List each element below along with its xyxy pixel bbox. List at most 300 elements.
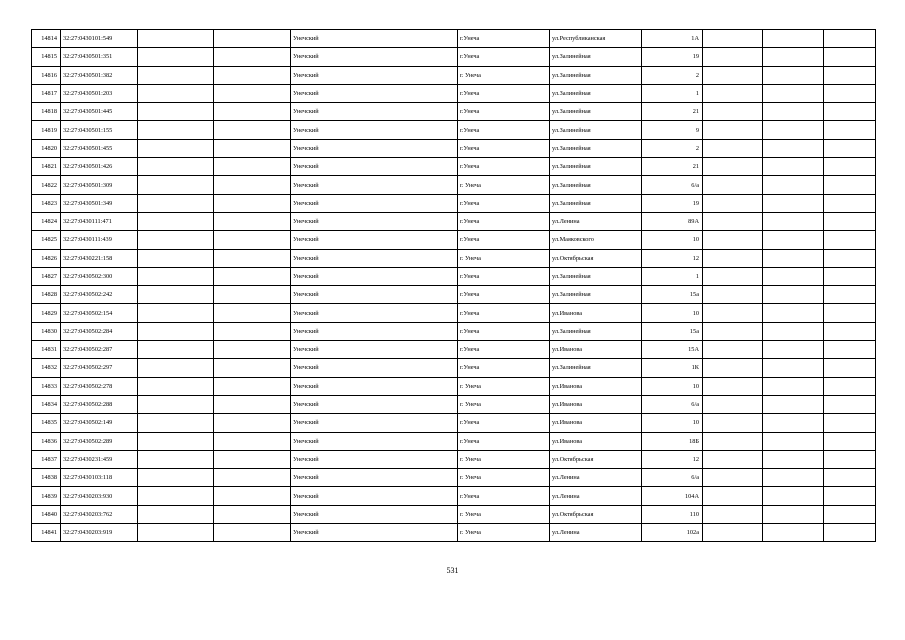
district-cell: Унечский — [291, 505, 458, 523]
street-cell: ул.Ленина — [550, 487, 642, 505]
empty-cell — [214, 158, 291, 176]
house-number-cell: 6/а — [642, 176, 703, 194]
district-cell: Унечский — [291, 231, 458, 249]
empty-cell — [138, 84, 214, 102]
table-body — [32, 30, 876, 542]
empty-cell — [138, 414, 214, 432]
empty-cell — [214, 30, 291, 48]
empty-cell — [138, 30, 214, 48]
empty-cell — [763, 267, 824, 285]
city-cell: г.Унеча — [458, 48, 550, 66]
table-row — [32, 505, 876, 523]
empty-cell — [703, 176, 763, 194]
table-row — [32, 450, 876, 468]
empty-cell — [138, 231, 214, 249]
empty-cell — [763, 432, 824, 450]
empty-cell — [824, 48, 876, 66]
street-cell: ул.Залинейная — [550, 194, 642, 212]
empty-cell — [763, 30, 824, 48]
empty-cell — [763, 286, 824, 304]
row-number-cell: 14837 — [32, 450, 61, 468]
street-cell: ул.Залинейная — [550, 267, 642, 285]
table-row — [32, 30, 876, 48]
empty-cell — [763, 414, 824, 432]
table-row — [32, 267, 876, 285]
empty-cell — [138, 158, 214, 176]
table-row — [32, 84, 876, 102]
empty-cell — [214, 84, 291, 102]
empty-cell — [703, 48, 763, 66]
house-number-cell: 15а — [642, 286, 703, 304]
empty-cell — [214, 304, 291, 322]
city-cell: г.Унеча — [458, 286, 550, 304]
city-cell: г. Унеча — [458, 249, 550, 267]
table-row — [32, 66, 876, 84]
row-number-cell: 14836 — [32, 432, 61, 450]
empty-cell — [138, 176, 214, 194]
empty-cell — [214, 432, 291, 450]
house-number-cell: 10 — [642, 377, 703, 395]
empty-cell — [214, 286, 291, 304]
empty-cell — [824, 176, 876, 194]
cadastral-number-cell: 32:27:0430501:349 — [61, 194, 138, 212]
empty-cell — [214, 66, 291, 84]
city-cell: г.Унеча — [458, 194, 550, 212]
empty-cell — [763, 341, 824, 359]
empty-cell — [703, 231, 763, 249]
empty-cell — [214, 469, 291, 487]
empty-cell — [138, 267, 214, 285]
empty-cell — [763, 322, 824, 340]
street-cell: ул.Октябрьская — [550, 505, 642, 523]
empty-cell — [824, 286, 876, 304]
row-number-cell: 14833 — [32, 377, 61, 395]
table-row — [32, 432, 876, 450]
street-cell: ул.Залинейная — [550, 66, 642, 84]
street-cell: ул.Залинейная — [550, 158, 642, 176]
street-cell: ул.Иванова — [550, 304, 642, 322]
page-number: 531 — [446, 566, 459, 575]
city-cell: г. Унеча — [458, 176, 550, 194]
empty-cell — [763, 48, 824, 66]
empty-cell — [214, 121, 291, 139]
cadastral-number-cell: 32:27:0430501:455 — [61, 139, 138, 157]
house-number-cell: 15а — [642, 322, 703, 340]
empty-cell — [703, 450, 763, 468]
row-number-cell: 14834 — [32, 395, 61, 413]
table-row — [32, 395, 876, 413]
row-number-cell: 14823 — [32, 194, 61, 212]
empty-cell — [703, 505, 763, 523]
district-cell: Унечский — [291, 322, 458, 340]
row-number-cell: 14838 — [32, 469, 61, 487]
house-number-cell: 2 — [642, 66, 703, 84]
house-number-cell: 110 — [642, 505, 703, 523]
cadastral-number-cell: 32:27:0430203:930 — [61, 487, 138, 505]
district-cell: Унечский — [291, 121, 458, 139]
cadastral-number-cell: 32:27:0430501:155 — [61, 121, 138, 139]
row-number-cell: 14821 — [32, 158, 61, 176]
empty-cell — [824, 469, 876, 487]
empty-cell — [214, 212, 291, 230]
empty-cell — [138, 524, 214, 542]
empty-cell — [703, 121, 763, 139]
row-number-cell: 14815 — [32, 48, 61, 66]
city-cell: г.Унеча — [458, 30, 550, 48]
city-cell: г.Унеча — [458, 121, 550, 139]
street-cell: ул.Залинейная — [550, 84, 642, 102]
cadastral-number-cell: 32:27:0430502:300 — [61, 267, 138, 285]
district-cell: Унечский — [291, 212, 458, 230]
empty-cell — [703, 395, 763, 413]
empty-cell — [824, 487, 876, 505]
house-number-cell: 10 — [642, 414, 703, 432]
city-cell: г. Унеча — [458, 395, 550, 413]
street-cell: ул.Ленина — [550, 469, 642, 487]
row-number-cell: 14818 — [32, 103, 61, 121]
cadastral-number-cell: 32:27:0430502:154 — [61, 304, 138, 322]
empty-cell — [214, 450, 291, 468]
empty-cell — [824, 304, 876, 322]
empty-cell — [824, 377, 876, 395]
house-number-cell: 1 — [642, 267, 703, 285]
street-cell: ул.Залинейная — [550, 103, 642, 121]
district-cell: Унечский — [291, 249, 458, 267]
empty-cell — [214, 249, 291, 267]
district-cell: Унечский — [291, 30, 458, 48]
empty-cell — [763, 103, 824, 121]
street-cell: ул.Иванова — [550, 395, 642, 413]
table-row — [32, 48, 876, 66]
house-number-cell: 12 — [642, 450, 703, 468]
district-cell: Унечский — [291, 395, 458, 413]
cadastral-number-cell: 32:27:0430502:284 — [61, 322, 138, 340]
empty-cell — [703, 103, 763, 121]
city-cell: г. Унеча — [458, 66, 550, 84]
empty-cell — [138, 121, 214, 139]
empty-cell — [824, 121, 876, 139]
empty-cell — [214, 505, 291, 523]
empty-cell — [824, 414, 876, 432]
street-cell: ул.Залинейная — [550, 176, 642, 194]
house-number-cell: 1 — [642, 84, 703, 102]
empty-cell — [824, 84, 876, 102]
empty-cell — [763, 249, 824, 267]
district-cell: Унечский — [291, 341, 458, 359]
row-number-cell: 14816 — [32, 66, 61, 84]
empty-cell — [214, 414, 291, 432]
empty-cell — [703, 469, 763, 487]
table-row — [32, 176, 876, 194]
district-cell: Унечский — [291, 267, 458, 285]
empty-cell — [824, 194, 876, 212]
row-number-cell: 14817 — [32, 84, 61, 102]
empty-cell — [703, 304, 763, 322]
table-row — [32, 487, 876, 505]
district-cell: Унечский — [291, 414, 458, 432]
cadastral-number-cell: 32:27:0430501:426 — [61, 158, 138, 176]
city-cell: г.Унеча — [458, 212, 550, 230]
city-cell: г.Унеча — [458, 487, 550, 505]
empty-cell — [824, 249, 876, 267]
empty-cell — [763, 158, 824, 176]
empty-cell — [138, 505, 214, 523]
table-row — [32, 121, 876, 139]
empty-cell — [138, 359, 214, 377]
empty-cell — [703, 487, 763, 505]
empty-cell — [763, 524, 824, 542]
city-cell: г. Унеча — [458, 505, 550, 523]
district-cell: Унечский — [291, 359, 458, 377]
table-row — [32, 304, 876, 322]
house-number-cell: 15А — [642, 341, 703, 359]
empty-cell — [763, 505, 824, 523]
empty-cell — [763, 469, 824, 487]
city-cell: г.Унеча — [458, 322, 550, 340]
street-cell: ул.Залинейная — [550, 322, 642, 340]
cadastral-number-cell: 32:27:0430101:549 — [61, 30, 138, 48]
house-number-cell: 21 — [642, 103, 703, 121]
city-cell: г.Унеча — [458, 139, 550, 157]
empty-cell — [703, 194, 763, 212]
empty-cell — [824, 231, 876, 249]
row-number-cell: 14814 — [32, 30, 61, 48]
row-number-cell: 14828 — [32, 286, 61, 304]
empty-cell — [138, 341, 214, 359]
empty-cell — [763, 395, 824, 413]
empty-cell — [214, 267, 291, 285]
empty-cell — [703, 432, 763, 450]
street-cell: ул.Иванова — [550, 377, 642, 395]
street-cell: ул.Октябрьская — [550, 249, 642, 267]
district-cell: Унечский — [291, 432, 458, 450]
house-number-cell: 10 — [642, 231, 703, 249]
empty-cell — [703, 158, 763, 176]
empty-cell — [138, 139, 214, 157]
empty-cell — [703, 341, 763, 359]
empty-cell — [824, 66, 876, 84]
street-cell: ул.Залинейная — [550, 121, 642, 139]
table-row — [32, 286, 876, 304]
cadastral-number-cell: 32:27:0430502:242 — [61, 286, 138, 304]
row-number-cell: 14831 — [32, 341, 61, 359]
house-number-cell: 89А — [642, 212, 703, 230]
empty-cell — [214, 341, 291, 359]
empty-cell — [214, 176, 291, 194]
empty-cell — [763, 84, 824, 102]
empty-cell — [703, 66, 763, 84]
city-cell: г.Унеча — [458, 341, 550, 359]
cadastral-number-cell: 32:27:0430111:439 — [61, 231, 138, 249]
empty-cell — [824, 505, 876, 523]
cadastral-number-cell: 32:27:0430502:288 — [61, 395, 138, 413]
empty-cell — [763, 121, 824, 139]
district-cell: Унечский — [291, 176, 458, 194]
empty-cell — [824, 359, 876, 377]
empty-cell — [763, 194, 824, 212]
empty-cell — [703, 377, 763, 395]
house-number-cell: 21 — [642, 158, 703, 176]
district-cell: Унечский — [291, 158, 458, 176]
house-number-cell: 19 — [642, 194, 703, 212]
cadastral-number-cell: 32:27:0430501:309 — [61, 176, 138, 194]
street-cell: ул.Залинейная — [550, 359, 642, 377]
street-cell: ул.Ленина — [550, 212, 642, 230]
district-cell: Унечский — [291, 487, 458, 505]
empty-cell — [703, 322, 763, 340]
empty-cell — [214, 103, 291, 121]
cadastral-number-cell: 32:27:0430111:471 — [61, 212, 138, 230]
district-cell: Унечский — [291, 194, 458, 212]
empty-cell — [703, 414, 763, 432]
house-number-cell: 104А — [642, 487, 703, 505]
street-cell: ул.Иванова — [550, 432, 642, 450]
empty-cell — [763, 176, 824, 194]
empty-cell — [138, 249, 214, 267]
row-number-cell: 14826 — [32, 249, 61, 267]
city-cell: г.Унеча — [458, 103, 550, 121]
empty-cell — [138, 304, 214, 322]
empty-cell — [824, 341, 876, 359]
cadastral-number-cell: 32:27:0430502:289 — [61, 432, 138, 450]
empty-cell — [138, 194, 214, 212]
district-cell: Унечский — [291, 286, 458, 304]
row-number-cell: 14841 — [32, 524, 61, 542]
empty-cell — [138, 377, 214, 395]
street-cell: ул.Залинейная — [550, 48, 642, 66]
city-cell: г.Унеча — [458, 267, 550, 285]
empty-cell — [138, 212, 214, 230]
empty-cell — [824, 450, 876, 468]
cadastral-number-cell: 32:27:0430502:297 — [61, 359, 138, 377]
row-number-cell: 14827 — [32, 267, 61, 285]
city-cell: г. Унеча — [458, 450, 550, 468]
empty-cell — [138, 432, 214, 450]
property-registry-table — [31, 29, 876, 542]
empty-cell — [763, 139, 824, 157]
row-number-cell: 14822 — [32, 176, 61, 194]
empty-cell — [214, 524, 291, 542]
cadastral-number-cell: 32:27:0430231:459 — [61, 450, 138, 468]
city-cell: г. Унеча — [458, 469, 550, 487]
empty-cell — [824, 432, 876, 450]
empty-cell — [214, 48, 291, 66]
empty-cell — [214, 359, 291, 377]
empty-cell — [214, 377, 291, 395]
street-cell: ул.Маяковского — [550, 231, 642, 249]
table-row — [32, 524, 876, 542]
cadastral-number-cell: 32:27:0430501:382 — [61, 66, 138, 84]
row-number-cell: 14830 — [32, 322, 61, 340]
empty-cell — [138, 450, 214, 468]
empty-cell — [703, 286, 763, 304]
table-row — [32, 377, 876, 395]
empty-cell — [763, 450, 824, 468]
empty-cell — [824, 212, 876, 230]
empty-cell — [824, 395, 876, 413]
street-cell: ул.Ленина — [550, 524, 642, 542]
table-row — [32, 249, 876, 267]
empty-cell — [138, 48, 214, 66]
empty-cell — [703, 249, 763, 267]
empty-cell — [824, 139, 876, 157]
house-number-cell: 18Б — [642, 432, 703, 450]
row-number-cell: 14832 — [32, 359, 61, 377]
house-number-cell: 19 — [642, 48, 703, 66]
row-number-cell: 14824 — [32, 212, 61, 230]
street-cell: ул.Республиканская — [550, 30, 642, 48]
table-row — [32, 194, 876, 212]
house-number-cell: 1К — [642, 359, 703, 377]
empty-cell — [703, 84, 763, 102]
empty-cell — [763, 231, 824, 249]
city-cell: г.Унеча — [458, 414, 550, 432]
city-cell: г.Унеча — [458, 432, 550, 450]
cadastral-number-cell: 32:27:0430502:287 — [61, 341, 138, 359]
cadastral-number-cell: 32:27:0430502:278 — [61, 377, 138, 395]
empty-cell — [763, 66, 824, 84]
row-number-cell: 14840 — [32, 505, 61, 523]
empty-cell — [138, 469, 214, 487]
street-cell: ул.Иванова — [550, 341, 642, 359]
district-cell: Унечский — [291, 524, 458, 542]
empty-cell — [824, 267, 876, 285]
cadastral-number-cell: 32:27:0430203:762 — [61, 505, 138, 523]
empty-cell — [824, 158, 876, 176]
empty-cell — [214, 231, 291, 249]
row-number-cell: 14839 — [32, 487, 61, 505]
table-row — [32, 414, 876, 432]
city-cell: г.Унеча — [458, 84, 550, 102]
empty-cell — [138, 286, 214, 304]
cadastral-number-cell: 32:27:0430221:158 — [61, 249, 138, 267]
district-cell: Унечский — [291, 450, 458, 468]
house-number-cell: 6/а — [642, 469, 703, 487]
empty-cell — [138, 487, 214, 505]
empty-cell — [214, 487, 291, 505]
cadastral-number-cell: 32:27:0430501:203 — [61, 84, 138, 102]
empty-cell — [763, 487, 824, 505]
empty-cell — [703, 267, 763, 285]
district-cell: Унечский — [291, 66, 458, 84]
house-number-cell: 1А — [642, 30, 703, 48]
city-cell: г.Унеча — [458, 231, 550, 249]
cadastral-number-cell: 32:27:0430103:118 — [61, 469, 138, 487]
empty-cell — [763, 212, 824, 230]
table-row — [32, 139, 876, 157]
house-number-cell: 12 — [642, 249, 703, 267]
empty-cell — [763, 377, 824, 395]
empty-cell — [138, 103, 214, 121]
street-cell: ул.Иванова — [550, 414, 642, 432]
city-cell: г.Унеча — [458, 304, 550, 322]
empty-cell — [703, 359, 763, 377]
empty-cell — [703, 30, 763, 48]
empty-cell — [824, 30, 876, 48]
cadastral-number-cell: 32:27:0430203:919 — [61, 524, 138, 542]
empty-cell — [763, 304, 824, 322]
empty-cell — [703, 524, 763, 542]
table-row — [32, 158, 876, 176]
house-number-cell: 9 — [642, 121, 703, 139]
city-cell: г.Унеча — [458, 158, 550, 176]
row-number-cell: 14835 — [32, 414, 61, 432]
district-cell: Унечский — [291, 84, 458, 102]
empty-cell — [138, 395, 214, 413]
street-cell: ул.Залинейная — [550, 139, 642, 157]
table-row — [32, 322, 876, 340]
city-cell: г. Унеча — [458, 377, 550, 395]
